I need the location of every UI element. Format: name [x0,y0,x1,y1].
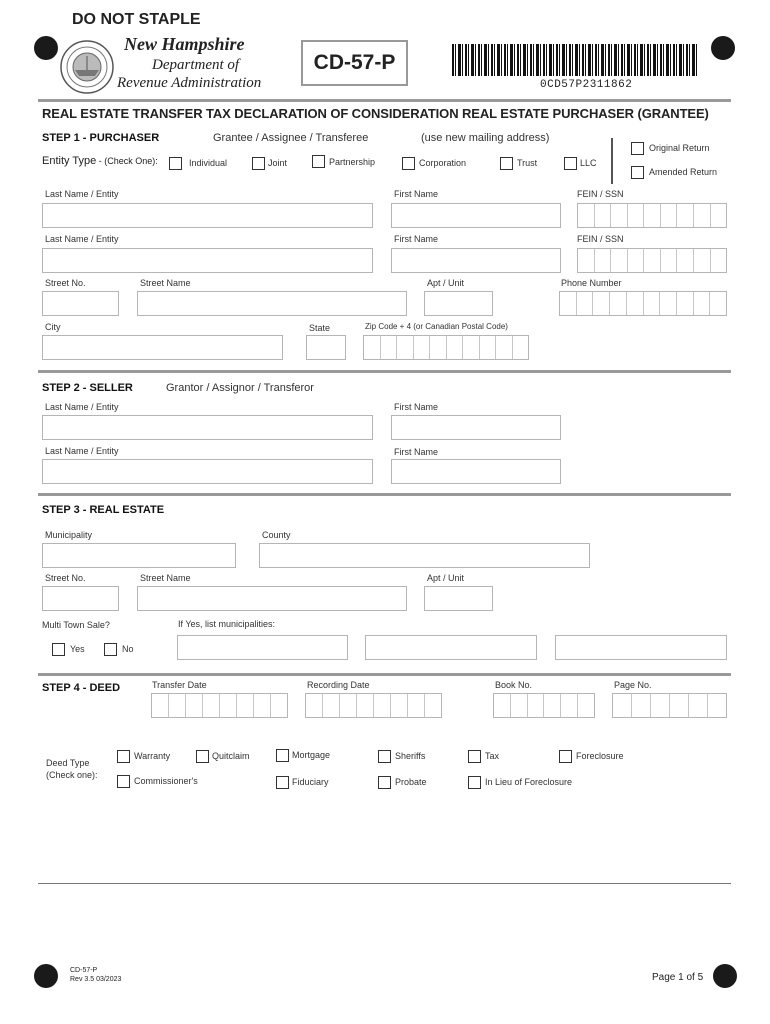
form-code: CD-57-P [313,51,396,74]
do-not-staple: DO NOT STAPLE [72,11,201,28]
multi-town-yes-checkbox[interactable] [52,643,65,656]
seller1-first-name-label: First Name [394,402,439,412]
step3-heading: STEP 3 - REAL ESTATE [42,504,165,516]
deed-mortgage-checkbox[interactable] [276,749,289,762]
registration-dot [34,964,58,988]
re-street-no-label: Street No. [45,573,86,583]
form-code-box [301,40,408,86]
book-no-label: Book No. [495,680,533,690]
form-title: REAL ESTATE TRANSFER TAX DECLARATION OF CONSIDERATION REAL ESTATE PURCHASER (GRANTEE) [42,106,709,121]
seller1-last-name-field[interactable] [42,415,373,440]
department-line2: Revenue Administration [117,75,262,91]
divider [38,493,731,496]
municipality-list-field-2[interactable] [365,635,537,660]
zip-field[interactable] [363,335,529,360]
phone-field[interactable] [559,291,727,316]
seller1-first-name-field[interactable] [391,415,561,440]
deed-fiduciary-checkbox[interactable] [276,776,289,789]
entity-type-hint: - (Check One): [96,156,158,166]
state-field[interactable] [306,335,346,360]
apt-field[interactable] [424,291,493,316]
entity-partnership-checkbox[interactable] [312,155,325,168]
entity-llc-label: LLC [580,158,597,168]
entity-partnership-label: Partnership [329,157,376,167]
city-label: City [45,322,61,332]
entity-joint-label: Joint [268,158,288,168]
re-street-no-field[interactable] [42,586,119,611]
deed-fiduciary-label: Fiduciary [292,777,329,787]
divider [38,673,731,676]
seller2-first-name-label: First Name [394,447,439,457]
purchaser2-last-name-field[interactable] [42,248,373,273]
deed-commissioners-checkbox[interactable] [117,775,130,788]
entity-corporation-label: Corporation [419,158,467,168]
step1-heading: STEP 1 - PURCHASER [42,132,160,144]
deed-in-lieu-label: In Lieu of Foreclosure [485,777,573,787]
purchaser2-first-name-label: First Name [394,234,439,244]
deed-quitclaim-checkbox[interactable] [196,750,209,763]
deed-tax-label: Tax [485,751,500,761]
original-return-checkbox[interactable] [631,142,644,155]
county-field[interactable] [259,543,590,568]
original-return-label: Original Return [649,143,710,153]
entity-type-label [42,155,158,167]
state-label: State [309,323,331,333]
footer-revision: Rev 3.5 03/2023 [70,976,122,983]
street-no-label: Street No. [45,278,86,288]
street-name-field[interactable] [137,291,407,316]
deed-probate-label: Probate [395,777,427,787]
zip-label: Zip Code + 4 (or Canadian Postal Code) [365,322,508,331]
step2-subheading: Grantor / Assignor / Transferor [166,382,314,394]
purchaser1-fein-field[interactable] [577,203,727,228]
mailing-note: (use new mailing address) [421,132,550,144]
purchaser2-last-name-label: Last Name / Entity [45,234,119,244]
amended-return-checkbox[interactable] [631,166,644,179]
deed-sheriffs-checkbox[interactable] [378,750,391,763]
entity-trust-checkbox[interactable] [500,157,513,170]
municipality-label: Municipality [45,530,93,540]
department-line1: Department of [152,57,240,73]
apt-label: Apt / Unit [427,278,465,288]
book-no-field[interactable] [493,693,595,718]
purchaser2-fein-field[interactable] [577,248,727,273]
entity-type-title: Entity Type [42,155,97,167]
state-seal [60,40,114,94]
deed-foreclosure-checkbox[interactable] [559,750,572,763]
entity-llc-checkbox[interactable] [564,157,577,170]
multi-town-no-label: No [122,644,134,654]
deed-foreclosure-label: Foreclosure [576,751,624,761]
recording-date-label: Recording Date [307,680,370,690]
municipality-list-field-1[interactable] [177,635,348,660]
purchaser1-last-name-field[interactable] [42,203,373,228]
step4-heading: STEP 4 - DEED [42,682,121,694]
transfer-date-label: Transfer Date [152,680,207,690]
seller2-last-name-field[interactable] [42,459,373,484]
purchaser1-last-name-label: Last Name / Entity [45,189,119,199]
phone-label: Phone Number [561,278,622,288]
deed-commissioners-label: Commissioner's [134,776,198,786]
transfer-date-field[interactable] [151,693,288,718]
divider [38,370,731,373]
street-no-field[interactable] [42,291,119,316]
re-apt-field[interactable] [424,586,493,611]
deed-mortgage-label: Mortgage [292,750,331,760]
deed-tax-checkbox[interactable] [468,750,481,763]
state-name: New Hampshire [124,34,245,54]
entity-trust-label: Trust [517,158,538,168]
barcode-text: 0CD57P2311862 [540,79,633,91]
purchaser1-first-name-label: First Name [394,189,439,199]
purchaser1-first-name-field[interactable] [391,203,561,228]
deed-type-label-line2: (Check one): [46,770,98,780]
re-street-name-field[interactable] [137,586,407,611]
divider [38,99,731,102]
street-name-label: Street Name [140,278,191,288]
deed-sheriffs-label: Sheriffs [395,751,426,761]
city-field[interactable] [42,335,283,360]
multi-town-label: Multi Town Sale? [42,620,110,630]
barcode [452,44,698,76]
purchaser2-first-name-field[interactable] [391,248,561,273]
page-no-label: Page No. [614,680,652,690]
entity-individual-checkbox[interactable] [169,157,182,170]
seller2-first-name-field[interactable] [391,459,561,484]
multi-town-no-checkbox[interactable] [104,643,117,656]
purchaser1-fein-label: FEIN / SSN [577,189,624,199]
deed-warranty-checkbox[interactable] [117,750,130,763]
step1-subheading: Grantee / Assignee / Transferee [213,132,369,144]
deed-in-lieu-checkbox[interactable] [468,776,481,789]
county-label: County [262,530,291,540]
multi-town-yes-label: Yes [70,644,85,654]
entity-individual-label: Individual [189,158,228,168]
re-street-name-label: Street Name [140,573,191,583]
seller2-last-name-label: Last Name / Entity [45,446,119,456]
deed-quitclaim-label: Quitclaim [212,751,250,761]
registration-dot [34,36,58,60]
registration-dot [711,36,735,60]
deed-probate-checkbox[interactable] [378,776,391,789]
deed-type-label-line1: Deed Type [46,758,90,768]
seller1-last-name-label: Last Name / Entity [45,402,119,412]
amended-return-label: Amended Return [649,167,718,177]
deed-warranty-label: Warranty [134,751,171,761]
entity-corporation-checkbox[interactable] [402,157,415,170]
re-apt-label: Apt / Unit [427,573,465,583]
page-no-field[interactable] [612,693,727,718]
return-type-divider [611,138,613,184]
if-yes-label: If Yes, list municipalities: [178,619,276,629]
municipality-list-field-3[interactable] [555,635,727,660]
divider [38,883,731,884]
recording-date-field[interactable] [305,693,442,718]
municipality-field[interactable] [42,543,236,568]
purchaser2-fein-label: FEIN / SSN [577,234,624,244]
footer-form-code: CD-57-P [70,967,98,974]
registration-dot [713,964,737,988]
step2-heading: STEP 2 - SELLER [42,382,133,394]
entity-joint-checkbox[interactable] [252,157,265,170]
footer-page-number: Page 1 of 5 [652,972,704,983]
